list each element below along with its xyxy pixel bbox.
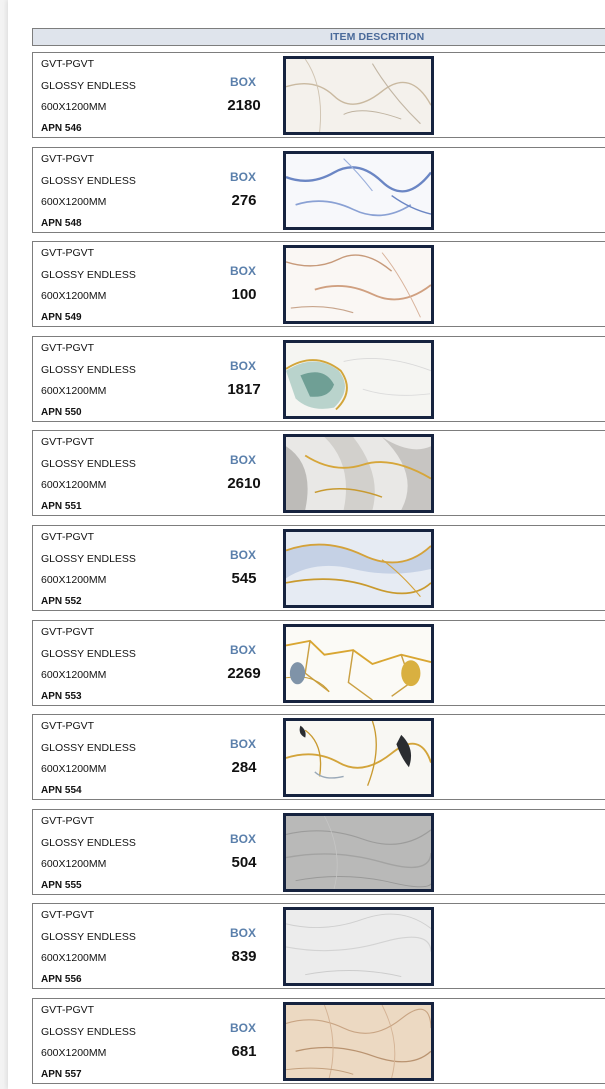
product-finish: GLOSSY ENDLESS bbox=[41, 1026, 136, 1038]
product-finish: GLOSSY ENDLESS bbox=[41, 363, 136, 376]
product-finish: GLOSSY ENDLESS bbox=[41, 647, 136, 660]
box-label: BOX bbox=[230, 453, 257, 468]
box-quantity: 504 bbox=[231, 853, 257, 871]
tile-image bbox=[283, 907, 434, 986]
product-apn: APN 552 bbox=[41, 596, 82, 607]
product-code: GVT-PGVT bbox=[41, 1004, 95, 1016]
box-quantity: 284 bbox=[231, 759, 257, 777]
box-label: BOX bbox=[230, 75, 257, 89]
box-label: BOX bbox=[230, 264, 257, 279]
tile-image bbox=[283, 1002, 434, 1081]
product-code: GVT-PGVT bbox=[41, 909, 95, 922]
box-quantity: 681 bbox=[231, 1043, 257, 1060]
tile-image bbox=[283, 245, 434, 324]
product-finish: GLOSSY ENDLESS bbox=[41, 553, 136, 565]
table-row bbox=[32, 620, 605, 706]
table-row bbox=[32, 998, 605, 1084]
box-quantity: 839 bbox=[231, 948, 257, 966]
table-row bbox=[32, 430, 605, 516]
product-size: 600X1200MM bbox=[41, 479, 107, 492]
table-row bbox=[32, 903, 605, 989]
product-finish: GLOSSY ENDLESS bbox=[41, 836, 136, 849]
product-apn: APN 551 bbox=[41, 501, 82, 513]
product-finish: GLOSSY ENDLESS bbox=[41, 174, 136, 187]
box-quantity: 2610 bbox=[227, 475, 261, 493]
box-label: BOX bbox=[230, 642, 257, 657]
box-quantity: 100 bbox=[231, 286, 257, 304]
product-size: 600X1200MM bbox=[41, 763, 107, 776]
table-row bbox=[32, 809, 605, 895]
product-apn: APN 556 bbox=[41, 974, 82, 986]
table-row bbox=[32, 336, 605, 422]
product-code: GVT-PGVT bbox=[41, 814, 95, 827]
product-code: GVT-PGVT bbox=[41, 58, 95, 70]
tile-image bbox=[283, 718, 434, 797]
product-apn: APN 553 bbox=[41, 690, 82, 702]
product-size: 600X1200MM bbox=[41, 574, 107, 586]
product-code: GVT-PGVT bbox=[41, 436, 95, 449]
box-label: BOX bbox=[230, 737, 257, 752]
product-code: GVT-PGVT bbox=[41, 531, 95, 543]
table-row bbox=[32, 241, 605, 327]
table-row bbox=[32, 714, 605, 800]
product-apn: APN 554 bbox=[41, 785, 82, 797]
box-label: BOX bbox=[230, 1021, 257, 1035]
product-finish: GLOSSY ENDLESS bbox=[41, 931, 136, 944]
tile-image bbox=[283, 151, 434, 230]
box-quantity: 545 bbox=[231, 570, 257, 587]
box-quantity: 2269 bbox=[227, 664, 261, 682]
box-label: BOX bbox=[230, 358, 257, 373]
tile-image bbox=[283, 434, 434, 513]
product-apn: APN 555 bbox=[41, 879, 82, 891]
tile-image bbox=[283, 529, 434, 608]
product-size: 600X1200MM bbox=[41, 384, 107, 397]
product-size: 600X1200MM bbox=[41, 1047, 107, 1059]
table-row bbox=[32, 147, 605, 233]
tile-image bbox=[283, 340, 434, 419]
product-size: 600X1200MM bbox=[41, 101, 107, 113]
box-label: BOX bbox=[230, 831, 257, 846]
product-size: 600X1200MM bbox=[41, 290, 107, 303]
tile-image bbox=[283, 56, 434, 135]
product-code: GVT-PGVT bbox=[41, 247, 95, 260]
product-finish: GLOSSY ENDLESS bbox=[41, 458, 136, 471]
product-size: 600X1200MM bbox=[41, 668, 107, 681]
tile-image bbox=[283, 813, 434, 892]
product-finish: GLOSSY ENDLESS bbox=[41, 269, 136, 282]
box-label: BOX bbox=[230, 926, 257, 941]
box-quantity: 2180 bbox=[227, 97, 261, 114]
product-apn: APN 557 bbox=[41, 1069, 82, 1080]
table-row bbox=[32, 525, 605, 611]
table-row bbox=[32, 52, 605, 138]
product-size: 600X1200MM bbox=[41, 952, 107, 965]
product-code: GVT-PGVT bbox=[41, 720, 95, 733]
tile-image bbox=[283, 624, 434, 703]
product-finish: GLOSSY ENDLESS bbox=[41, 742, 136, 755]
table-header bbox=[32, 28, 605, 46]
header-title: ITEM DESCRITION bbox=[330, 31, 425, 43]
product-apn: APN 548 bbox=[41, 217, 82, 229]
product-apn: APN 550 bbox=[41, 406, 82, 418]
box-quantity: 276 bbox=[231, 191, 257, 209]
product-apn: APN 549 bbox=[41, 312, 82, 324]
box-label: BOX bbox=[230, 169, 257, 184]
product-code: GVT-PGVT bbox=[41, 341, 95, 354]
product-code: GVT-PGVT bbox=[41, 625, 95, 638]
product-size: 600X1200MM bbox=[41, 195, 107, 208]
box-label: BOX bbox=[230, 548, 257, 562]
box-quantity: 1817 bbox=[227, 380, 261, 398]
product-finish: GLOSSY ENDLESS bbox=[41, 80, 136, 92]
product-code: GVT-PGVT bbox=[41, 152, 95, 165]
product-size: 600X1200MM bbox=[41, 857, 107, 870]
product-apn: APN 546 bbox=[41, 123, 82, 134]
